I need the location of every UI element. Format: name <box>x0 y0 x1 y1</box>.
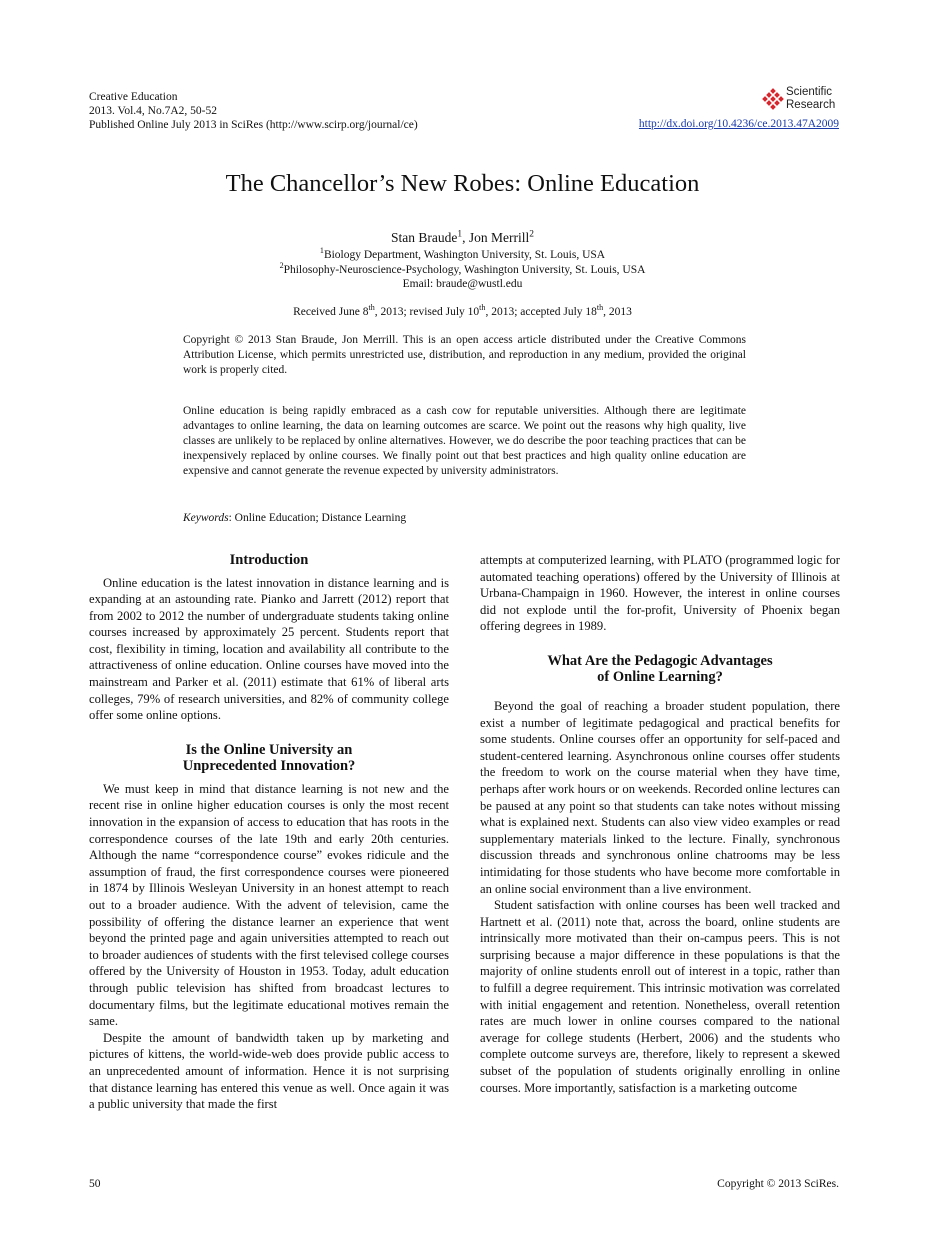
email: Email: braude@wustl.edu <box>402 278 523 290</box>
intro-paragraph-1: Online education is the latest innovation in distance learning and is expanding at an astounding rate. Pianko and Jarrett (2012) report that from 2002 to 2012 the number of undergraduate students taking online courses increased by approximately 25 percent. Students report that cost, flexibility in timing, location and availability all contribute to the attractiveness of online education. Online courses have moved into the mainstream and Parker et al. (2011) estimate that 61% of liberal arts colleges, 79% of research universities, and 82% of community college offer some online options. <box>89 575 449 723</box>
section-2-heading <box>89 742 449 775</box>
keywords <box>183 512 406 524</box>
footer-copyright: Copyright © 2013 SciRes. <box>717 1178 839 1190</box>
year-end-text: , 2013 <box>603 306 632 318</box>
publisher-logo <box>762 86 842 114</box>
section-2-paragraph-2: Despite the amount of bandwidth taken up by marketing and pictures of kittens, the world-wide-web does provide public access to an unprecedented amount of information. Hence it is not surprising that distance learning has entered this venue as well. Once again it was a public university that made the first <box>89 1030 449 1112</box>
affiliation-2 <box>0 263 925 277</box>
section-2-paragraph-continued: attempts at computerized learning, with PLATO (programmed logic for automated teaching operations) offered by the University of Illinois at Urbana-Champaign in 1960. However, the interest in online courses did not explode until the for-profit, University of Phoenix began offering degrees in 1989. <box>480 553 840 634</box>
aff-2-sup: 2 <box>279 261 284 271</box>
accepted-sup: th <box>596 303 604 313</box>
doi-link[interactable]: http://dx.doi.org/10.4236/ce.2013.47A2009 <box>638 118 839 130</box>
intro-heading: Introduction <box>229 552 309 568</box>
section-3-heading-line-2: of Online Learning? <box>597 669 723 686</box>
received-dates <box>0 305 925 319</box>
author-separator: , <box>462 230 469 245</box>
keywords-text: : Online Education; Distance Learning <box>228 512 407 524</box>
keywords-label: Keywords <box>183 512 229 524</box>
journal-name: Creative Education <box>89 91 178 103</box>
section-2-paragraph-1: We must keep in mind that distance learning is not new and the recent rise in online higher education courses is only the most recent innovation in the expansion of access to education that has roots in the correspondence courses of the late 19th and early 20th centuries. Although the name “correspondence course” evokes ridicule and the assumption of fraud, the first correspondence courses were pioneered in 1874 by Illinois Wesleyan University in an honest attempt to reach out to a broader audience. With the advent of television, came the possibility of offering the distance learner an experience that went beyond the printed page and again universities attempted to reach out to broader audiences of students with the first televised college courses offered by the University of Houston in 1953. Today, adult education through public television has shifted from broadcast lectures to documentary films, but the legitimate educational motives remain the same. <box>89 781 449 1029</box>
journal-volume: 2013. Vol.4, No.7A2, 50-52 <box>89 105 217 117</box>
author-1-sup: 1 <box>457 229 463 240</box>
aff-1-text: Biology Department, Washington University, St. Louis, USA <box>323 249 606 261</box>
received-text: Received June 8 <box>293 306 369 318</box>
accepted-text: , 2013; accepted July 18 <box>485 306 597 318</box>
aff-1-sup: 1 <box>319 246 324 256</box>
logo-line-2: Research <box>786 99 836 111</box>
section-3-paragraph-2: Student satisfaction with online courses has been well tracked and Hartnett et al. (2011) note that, across the board, online students are intrinsically more motivated than their on-campus peers. This is not surprising because a major difference in these populations is that the majority of online students enroll out of interest in a topic, rather than to fulfill a degree requirement. This intrinsic motivation was correlated with initial engagement and retention. Nonetheless, overall retention rates are much lower in online courses compared to the national average for college students (Herbert, 2006) and the students who complete outcome surveys are, therefore, likely to represent a skewed subset of the population of students originally enrolling in online courses. More importantly, satisfaction is a marketing outcome <box>480 898 840 1095</box>
section-3-paragraph-1: Beyond the goal of reaching a broader student population, there exist a number of legitimate pedagogical and practical benefits for some students. Online courses offer an opportunity for self-paced and student-centered learning. Asynchronous online courses offer students the freedom to work on the course material when they have time, perhaps after work hours or on weekends. Recorded online lectures can be paused at any point so that students can take notes without missing what is explained next. Students can also view video examples or read supplementary materials linked to the lecture. Finally, synchronous discussion threads and synchronous online chatrooms may be less intimidating for those students who have become more comfortable in an online social environment than a live environment. <box>480 698 840 896</box>
logo-line-1: Scientific <box>786 86 833 98</box>
page-number: 50 <box>89 1178 101 1190</box>
abstract: Online education is being rapidly embraced as a cash cow for reputable universities. Although there are legitimate advantages to online learning, the data on learning outcomes are scarce. We point out the reasons why high quality, live classes are unlikely to be replaced by online alternatives. However, we do describe the poor teaching practices that can be inexpensively replaced by online courses. We finally point out that best practices and high quality online education are expensive and cannot generate the revenue expected by university administrators. <box>183 405 746 477</box>
scientific-research-logo-icon <box>762 88 784 110</box>
section-2-heading-line-1: Is the Online University an <box>185 741 353 758</box>
author-1: Stan Braude <box>391 230 458 245</box>
logo-text <box>786 86 835 112</box>
author-2: Jon Merrill <box>468 230 530 245</box>
author-line <box>0 230 925 246</box>
article-title: The Chancellor’s New Robes: Online Education <box>225 170 700 197</box>
right-column <box>480 552 840 1096</box>
published-line: Published Online July 2013 in SciRes (http://www.scirp.org/journal/ce) <box>89 119 418 131</box>
author-2-sup: 2 <box>529 229 534 240</box>
section-2-heading-line-2: Unprecedented Innovation? <box>182 758 356 775</box>
revised-text: , 2013; revised July 10 <box>374 306 480 318</box>
revised-sup: th <box>479 303 486 313</box>
affiliation-1 <box>0 248 925 262</box>
aff-2-text: Philosophy-Neuroscience-Psychology, Washington University, St. Louis, USA <box>283 264 646 276</box>
received-sup: th <box>368 303 375 313</box>
section-3-heading <box>480 653 840 686</box>
section-3-heading-line-1: What Are the Pedagogic Advantages <box>547 652 773 669</box>
left-column <box>89 552 449 1113</box>
copyright-notice: Copyright © 2013 Stan Braude, Jon Merrill. This is an open access article distributed under the Creative Commons Attribution License, which permits unrestricted use, distribution, and reproduction in any medium, provided the original work is properly cited. <box>183 334 746 376</box>
